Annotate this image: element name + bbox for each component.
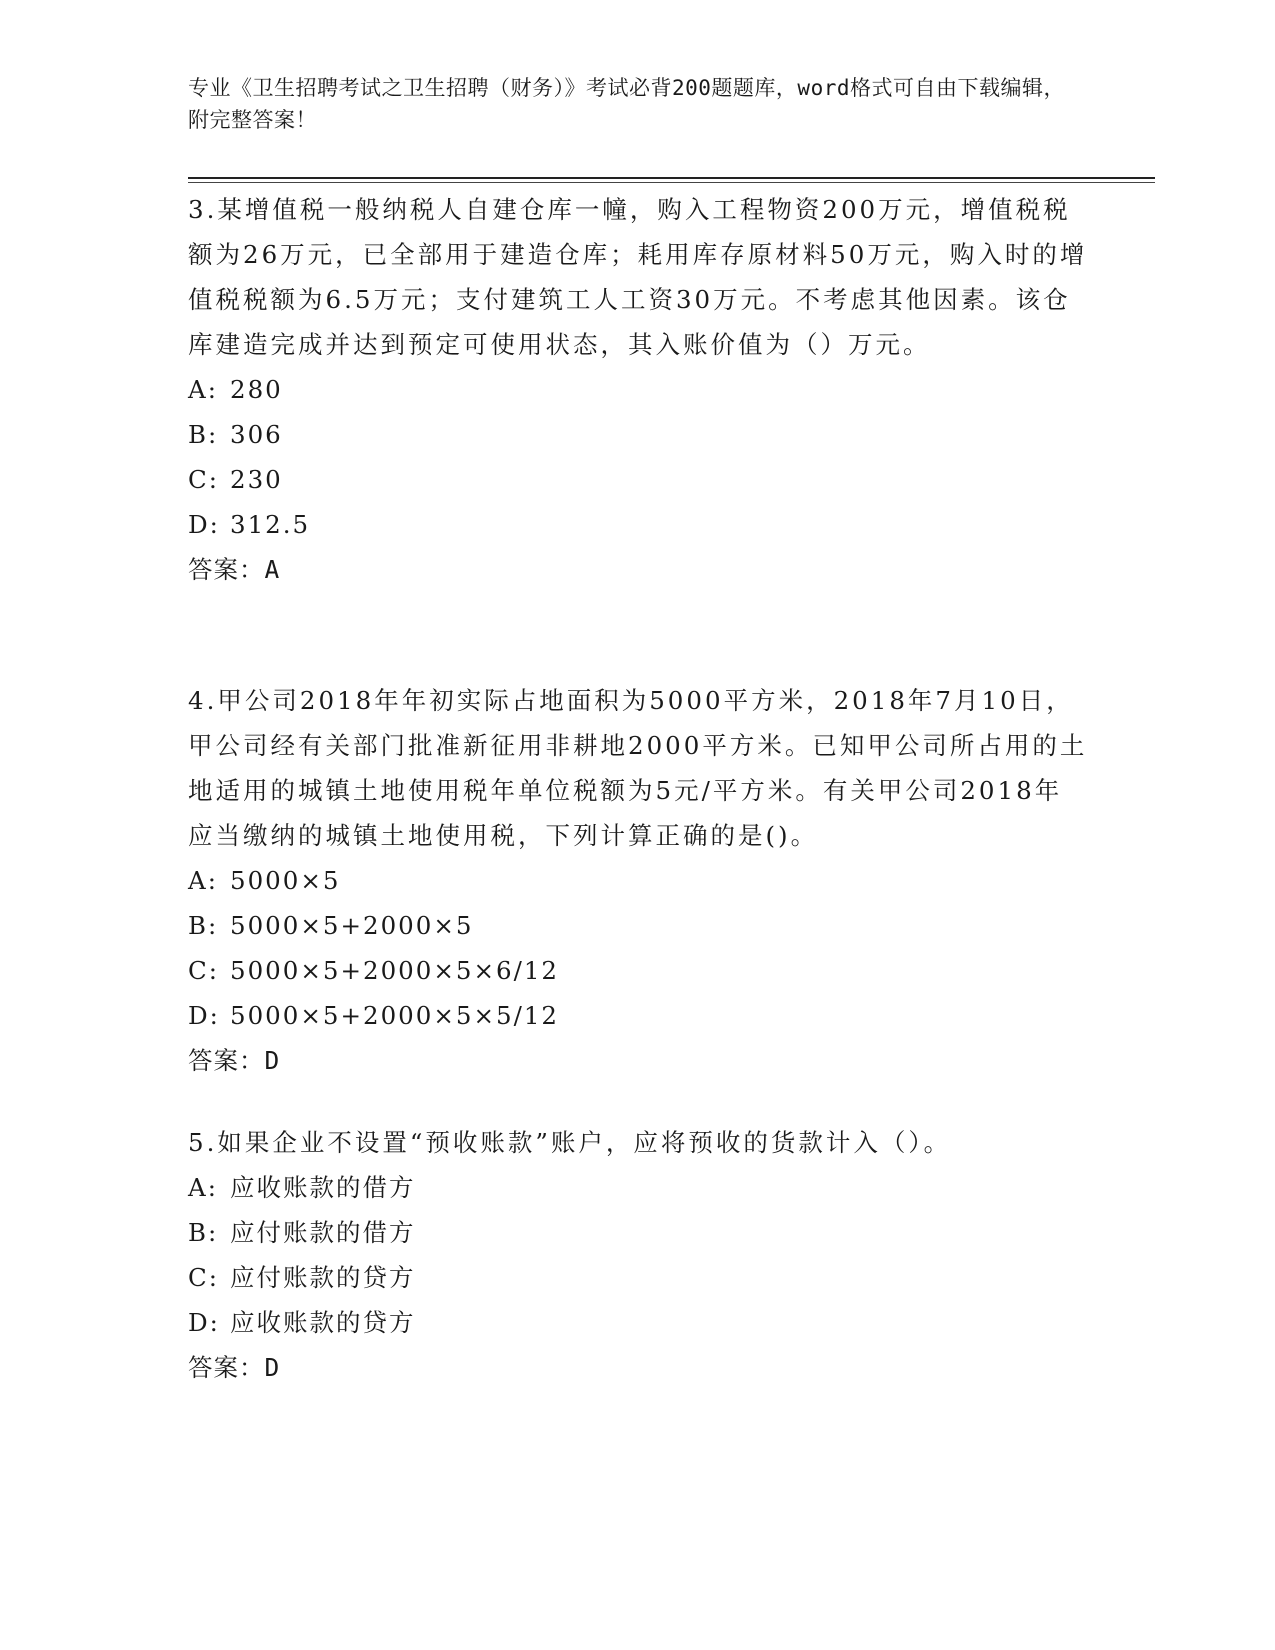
option-b (188, 903, 1088, 948)
option-a (188, 858, 1088, 903)
option-letter: D: (188, 1001, 220, 1030)
option-text: 5000×5 (230, 866, 341, 895)
option-c (188, 457, 1088, 502)
option-a (188, 1165, 1088, 1210)
option-text: 5000×5+2000×5×5/12 (230, 1001, 560, 1030)
option-letter: A: (188, 1173, 218, 1202)
header-divider (188, 177, 1155, 179)
question-4 (188, 678, 1088, 1083)
option-letter: C: (188, 465, 220, 494)
option-text: 280 (230, 375, 283, 404)
option-d (188, 1300, 1088, 1345)
question-5 (188, 1120, 1088, 1390)
option-d (188, 502, 1088, 547)
header-divider-secondary (188, 182, 1155, 183)
option-letter: A: (188, 866, 218, 895)
answer-line: 答案：A (188, 555, 281, 584)
question-stem: 5.如果企业不设置“预收账款”账户，应将预收的货款计入（）。 (188, 1128, 952, 1157)
option-d (188, 993, 1088, 1038)
option-text: 应收账款的借方 (230, 1173, 416, 1202)
option-letter: B: (188, 420, 219, 449)
question-stem: 3.某增值税一般纳税人自建仓库一幢，购入工程物资200万元，增值税税额为26万元，已全部用于建造仓库；耗用库存原材料50万元，购入时的增值税税额为6.5万元；支付建筑工人工资30万元。不考虑其他因素。该仓库建造完成并达到预定可使用状态，其入账价值为（）万元。 (188, 195, 1088, 359)
question-stem: 4.甲公司2018年年初实际占地面积为5000平方米，2018年7月10日，甲公司经有关部门批准新征用非耕地2000平方米。已知甲公司所占用的土地适用的城镇土地使用税年单位税额为5元/平方米。有关甲公司2018年应当缴纳的城镇土地使用税，下列计算正确的是()。 (188, 686, 1088, 850)
option-text: 5000×5+2000×5×6/12 (230, 956, 560, 985)
option-b (188, 1210, 1088, 1255)
option-c (188, 1255, 1088, 1300)
option-text: 应收账款的贷方 (230, 1308, 416, 1337)
answer-line: 答案：D (188, 1353, 281, 1382)
option-a (188, 367, 1088, 412)
option-letter: B: (188, 911, 219, 940)
option-c (188, 948, 1088, 993)
question-3 (188, 187, 1088, 592)
option-letter: C: (188, 1263, 220, 1292)
option-letter: B: (188, 1218, 219, 1247)
option-text: 230 (230, 465, 283, 494)
option-text: 5000×5+2000×5 (230, 911, 474, 940)
option-letter: C: (188, 956, 220, 985)
answer-line: 答案：D (188, 1046, 281, 1075)
option-letter: D: (188, 1308, 220, 1337)
option-letter: D: (188, 510, 220, 539)
document-header: 专业《卫生招聘考试之卫生招聘（财务）》考试必背200题题库，word格式可自由下载编辑，附完整答案！ (188, 76, 1065, 132)
option-text: 312.5 (230, 510, 311, 539)
option-text: 应付账款的贷方 (230, 1263, 416, 1292)
option-text: 306 (230, 420, 283, 449)
option-b (188, 412, 1088, 457)
option-letter: A: (188, 375, 218, 404)
option-text: 应付账款的借方 (230, 1218, 416, 1247)
